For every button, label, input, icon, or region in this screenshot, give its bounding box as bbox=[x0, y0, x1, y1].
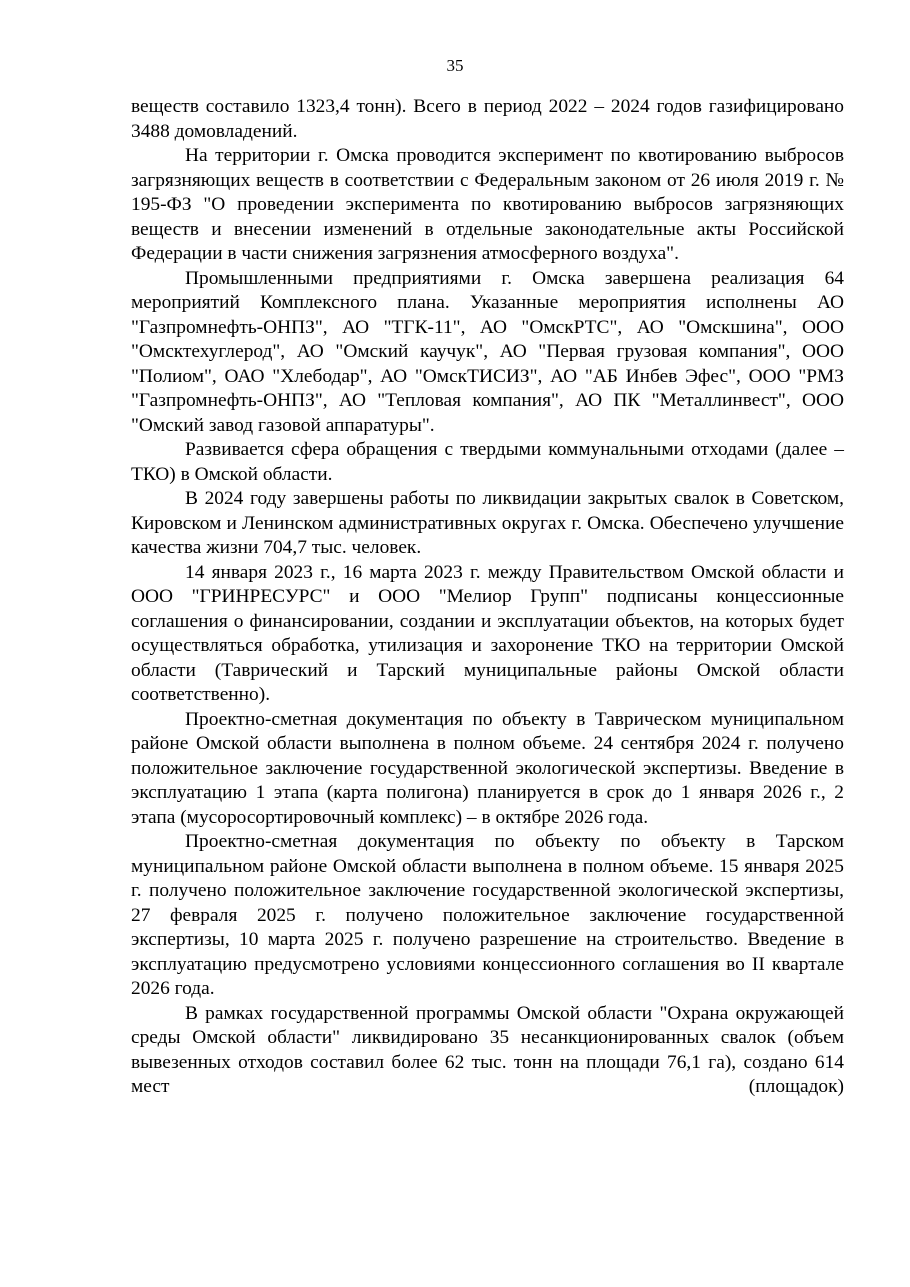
paragraph-concession-agreements: 14 января 2023 г., 16 марта 2023 г. между Правительством Омской области и ООО "ГРИНРЕСУРС" и ООО "Мелиор Групп" подписаны концессионные соглашения о финансировании, создании и эксплуатации объектов, на которых будет осуществляться обработка, утилизация и захоронение ТКО на территории Омской области (Таврический и Тарский муниципальные районы Омской области соответственно). bbox=[131, 561, 844, 705]
paragraph-tarsky-project: Проектно-сметная документация по объекту по объекту в Тарском муниципальном районе Омской области выполнена в полном объеме. 15 января 2025 г. получено положительное заключение государственной экологической экспертизы, 27 февраля 2025 г. получено положительное заключение государственной экспертизы, 10 марта 2025 г. получено разрешение на строительство. Введение в эксплуатацию предусмотрено условиями концессионного соглашения во II квартале 2026 года. bbox=[131, 831, 844, 999]
page-number: 35 bbox=[446, 56, 464, 75]
paragraph-state-program: В рамках государственной программы Омской области "Охрана окружающей среды Омской области" ликвидировано 35 несанкционированных свалок (объем вывезенных отходов составил более 62 тыс. тонн на площади 76,1 га), создано 614 мест (площадок) bbox=[131, 1002, 844, 1097]
paragraph-continued: веществ составило 1323,4 тонн). Всего в период 2022 – 2024 годов газифицировано 3488 домовладений. bbox=[131, 96, 844, 142]
paragraph-quota-experiment: На территории г. Омска проводится эксперимент по квотированию выбросов загрязняющих веществ в соответствии с Федеральным законом от 26 июля 2019 г. № 195-ФЗ "О проведении эксперимента по квотированию выбросов загрязняющих веществ и внесении изменений в отдельные законодательные акты Российской Федерации в части снижения загрязнения атмосферного воздуха". bbox=[131, 145, 844, 264]
paragraph-industrial-enterprises: Промышленными предприятиями г. Омска завершена реализация 64 мероприятий Комплексного плана. Указанные мероприятия исполнены АО "Газпромнефть-ОНПЗ", АО "ТГК-11", АО "ОмскРТС", АО "Омскшина", ООО "Омсктехуглерод", АО "Омский каучук", АО "Первая грузовая компания", ООО "Полиом", ОАО "Хлебодар", АО "ОмскТИСИЗ", АО "АБ Инбев Эфес", ООО "РМЗ "Газпромнефть-ОНПЗ", АО "Тепловая компания", АО ПК "Металлинвест", ООО "Омский завод газовой аппаратуры". bbox=[131, 267, 844, 436]
document-body bbox=[131, 95, 844, 1100]
paragraph-tavrichesky-project: Проектно-сметная документация по объекту в Таврическом муниципальном районе Омской области выполнена в полном объеме. 24 сентября 2024 г. получено положительное заключение государственной экологической экспертизы. Введение в эксплуатацию 1 этапа (карта полигона) планируется в срок до 1 января 2026 г., 2 этапа (мусоросортировочный комплекс) – в октябре 2026 года. bbox=[131, 708, 844, 828]
paragraph-landfill-liquidation: В 2024 году завершены работы по ликвидации закрытых свалок в Советском, Кировском и Ленинском административных округах г. Омска. Обеспечено улучшение качества жизни 704,7 тыс. человек. bbox=[131, 488, 844, 558]
paragraph-waste-sphere: Развивается сфера обращения с твердыми коммунальными отходами (далее – ТКО) в Омской области. bbox=[131, 439, 844, 485]
